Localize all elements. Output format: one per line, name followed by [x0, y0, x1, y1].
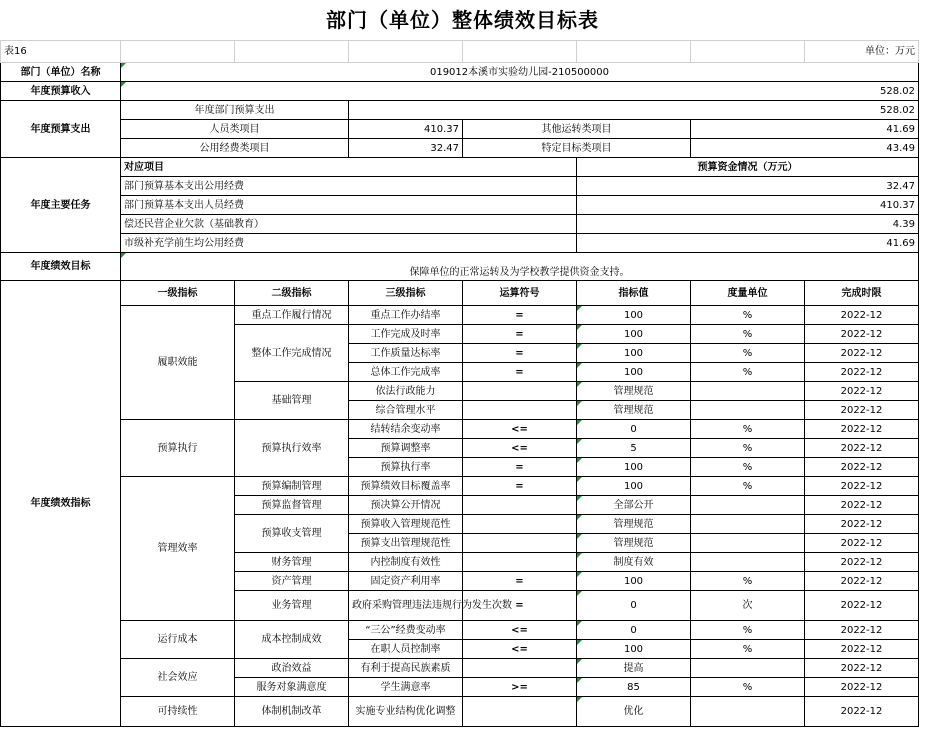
deadline-cell: 2022-12 [805, 659, 919, 678]
tasks-label: 年度主要任务 [1, 158, 121, 253]
unit-cell [691, 401, 805, 420]
unit-cell: % [691, 306, 805, 325]
task-value: 4.39 [577, 215, 919, 234]
unit-cell: % [691, 458, 805, 477]
operator-cell: = [463, 306, 577, 325]
level1-cell: 可持续性 [121, 697, 235, 727]
unit-cell: % [691, 640, 805, 659]
page-title: 部门（单位）整体绩效目标表 [326, 8, 599, 32]
operator-cell: <= [463, 621, 577, 640]
goal-label: 年度绩效目标 [1, 253, 121, 281]
level2-cell: 预算编制管理 [235, 477, 349, 496]
operator-cell [463, 382, 577, 401]
operator-cell [463, 534, 577, 553]
value-cell: 5 [577, 439, 691, 458]
level1-cell: 预算执行 [121, 420, 235, 477]
operator-cell: >= [463, 678, 577, 697]
unit-cell [691, 697, 805, 727]
deadline-cell: 2022-12 [805, 477, 919, 496]
task-value: 41.69 [577, 234, 919, 253]
level3-cell: 政府采购管理违法违规行为发生次数 [349, 591, 463, 621]
value-cell: 100 [577, 325, 691, 344]
unit-cell: % [691, 363, 805, 382]
operator-cell [463, 515, 577, 534]
value-cell: 0 [577, 420, 691, 439]
value-cell: 100 [577, 458, 691, 477]
unit-cell: % [691, 344, 805, 363]
operator-cell: = [463, 572, 577, 591]
operator-cell [463, 553, 577, 572]
value-cell: 85 [577, 678, 691, 697]
level3-cell: 预算绩效目标覆盖率 [349, 477, 463, 496]
income-label: 年度预算收入 [1, 82, 121, 101]
deadline-cell: 2022-12 [805, 325, 919, 344]
other-value: 41.69 [691, 120, 919, 139]
public-label: 公用经费类项目 [121, 139, 349, 158]
income-value: 528.02 [121, 82, 919, 101]
level2-cell: 预算执行效率 [235, 420, 349, 477]
task-value: 32.47 [577, 177, 919, 196]
level3-cell: 预决算公开情况 [349, 496, 463, 515]
value-cell: 管理规范 [577, 401, 691, 420]
unit-cell [691, 553, 805, 572]
level2-cell: 服务对象满意度 [235, 678, 349, 697]
level3-cell: 重点工作办结率 [349, 306, 463, 325]
deadline-cell: 2022-12 [805, 363, 919, 382]
level3-cell: 有利于提高民族素质 [349, 659, 463, 678]
level3-cell: 综合管理水平 [349, 401, 463, 420]
value-cell: 100 [577, 363, 691, 382]
value-cell: 100 [577, 306, 691, 325]
value-cell: 100 [577, 640, 691, 659]
public-value: 32.47 [349, 139, 463, 158]
deadline-cell: 2022-12 [805, 534, 919, 553]
operator-cell [463, 401, 577, 420]
deadline-cell: 2022-12 [805, 344, 919, 363]
operator-cell: = [463, 477, 577, 496]
value-cell: 管理规范 [577, 534, 691, 553]
unit-cell: % [691, 439, 805, 458]
level2-cell: 财务管理 [235, 553, 349, 572]
header-level2: 二级指标 [235, 281, 349, 306]
level2-cell: 政治效益 [235, 659, 349, 678]
value-cell: 管理规范 [577, 515, 691, 534]
deadline-cell: 2022-12 [805, 678, 919, 697]
unit-cell [691, 496, 805, 515]
level2-cell: 业务管理 [235, 591, 349, 621]
operator-cell [463, 659, 577, 678]
level2-cell: 预算监督管理 [235, 496, 349, 515]
deadline-cell: 2022-12 [805, 401, 919, 420]
level3-cell: 预算支出管理规范性 [349, 534, 463, 553]
level2-cell: 成本控制成效 [235, 621, 349, 659]
header-level3: 三级指标 [349, 281, 463, 306]
level3-cell: 结转结余变动率 [349, 420, 463, 439]
level2-cell: 体制机制改革 [235, 697, 349, 727]
dept-budget-label: 年度部门预算支出 [121, 101, 349, 120]
value-cell: 优化 [577, 697, 691, 727]
expense-label: 年度预算支出 [1, 101, 121, 158]
tasks-head-fund: 预算资金情况（万元） [577, 158, 919, 177]
value-cell: 0 [577, 591, 691, 621]
value-cell: 制度有效 [577, 553, 691, 572]
level3-cell: 工作完成及时率 [349, 325, 463, 344]
deadline-cell: 2022-12 [805, 697, 919, 727]
dept-name-value: 019012本溪市实验幼儿园-210500000 [121, 63, 919, 82]
performance-table [0, 40, 919, 727]
task-name: 市级补充学前生均公用经费 [121, 234, 577, 253]
task-name: 部门预算基本支出人员经费 [121, 196, 577, 215]
level3-cell: 预算执行率 [349, 458, 463, 477]
level3-cell: 工作质量达标率 [349, 344, 463, 363]
level3-cell: “三公”经费变动率 [349, 621, 463, 640]
deadline-cell: 2022-12 [805, 458, 919, 477]
level2-cell: 资产管理 [235, 572, 349, 591]
value-cell: 提高 [577, 659, 691, 678]
operator-cell [463, 496, 577, 515]
special-label: 特定目标类项目 [463, 139, 691, 158]
value-cell: 全部公开 [577, 496, 691, 515]
level3-cell: 依法行政能力 [349, 382, 463, 401]
operator-cell: <= [463, 640, 577, 659]
deadline-cell: 2022-12 [805, 496, 919, 515]
personnel-label: 人员类项目 [121, 120, 349, 139]
task-name: 部门预算基本支出公用经费 [121, 177, 577, 196]
dept-budget-value: 528.02 [349, 101, 919, 120]
deadline-cell: 2022-12 [805, 439, 919, 458]
unit-cell: 次 [691, 591, 805, 621]
deadline-cell: 2022-12 [805, 382, 919, 401]
unit-cell: % [691, 325, 805, 344]
level1-cell: 社会效应 [121, 659, 235, 697]
level2-cell: 整体工作完成情况 [235, 325, 349, 382]
operator-cell: = [463, 591, 577, 621]
unit-cell [691, 659, 805, 678]
deadline-cell: 2022-12 [805, 515, 919, 534]
personnel-value: 410.37 [349, 120, 463, 139]
header-value: 指标值 [577, 281, 691, 306]
value-cell: 100 [577, 572, 691, 591]
deadline-cell: 2022-12 [805, 640, 919, 659]
header-deadline: 完成时限 [805, 281, 919, 306]
level2-cell: 重点工作履行情况 [235, 306, 349, 325]
level1-cell: 履职效能 [121, 306, 235, 420]
value-cell: 管理规范 [577, 382, 691, 401]
deadline-cell: 2022-12 [805, 420, 919, 439]
value-cell: 0 [577, 621, 691, 640]
tasks-head-item: 对应项目 [121, 158, 577, 177]
unit-cell: % [691, 678, 805, 697]
header-operator: 运算符号 [463, 281, 577, 306]
other-label: 其他运转类项目 [463, 120, 691, 139]
level3-cell: 预算收入管理规范性 [349, 515, 463, 534]
operator-cell: = [463, 344, 577, 363]
indicators-label: 年度绩效指标 [1, 281, 121, 727]
level3-cell: 实施专业结构优化调整 [349, 697, 463, 727]
deadline-cell: 2022-12 [805, 306, 919, 325]
deadline-cell: 2022-12 [805, 621, 919, 640]
operator-cell [463, 697, 577, 727]
level3-cell: 预算调整率 [349, 439, 463, 458]
special-value: 43.49 [691, 139, 919, 158]
task-value: 410.37 [577, 196, 919, 215]
value-cell: 100 [577, 344, 691, 363]
task-name: 偿还民营企业欠款（基础教育） [121, 215, 577, 234]
header-unit: 度量单位 [691, 281, 805, 306]
operator-cell: <= [463, 439, 577, 458]
level3-cell: 内控制度有效性 [349, 553, 463, 572]
operator-cell: = [463, 325, 577, 344]
unit-label: 单位：万元 [805, 41, 919, 63]
dept-name-label: 部门（单位）名称 [1, 63, 121, 82]
level3-cell: 总体工作完成率 [349, 363, 463, 382]
unit-cell: % [691, 572, 805, 591]
operator-cell: <= [463, 420, 577, 439]
unit-cell: % [691, 621, 805, 640]
header-level1: 一级指标 [121, 281, 235, 306]
unit-cell: % [691, 477, 805, 496]
operator-cell: = [463, 363, 577, 382]
level1-cell: 运行成本 [121, 621, 235, 659]
level2-cell: 预算收支管理 [235, 515, 349, 553]
deadline-cell: 2022-12 [805, 591, 919, 621]
value-cell: 100 [577, 477, 691, 496]
level1-cell: 管理效率 [121, 477, 235, 621]
level3-cell: 固定资产利用率 [349, 572, 463, 591]
unit-cell [691, 534, 805, 553]
table-number: 表16 [1, 41, 121, 63]
deadline-cell: 2022-12 [805, 572, 919, 591]
level3-cell: 在职人员控制率 [349, 640, 463, 659]
operator-cell: = [463, 458, 577, 477]
level2-cell: 基础管理 [235, 382, 349, 420]
level3-cell: 学生满意率 [349, 678, 463, 697]
unit-cell: % [691, 420, 805, 439]
unit-cell [691, 515, 805, 534]
deadline-cell: 2022-12 [805, 553, 919, 572]
unit-cell [691, 382, 805, 401]
goal-text: 保障单位的正常运转及为学校教学提供资金支持。 [121, 253, 919, 281]
